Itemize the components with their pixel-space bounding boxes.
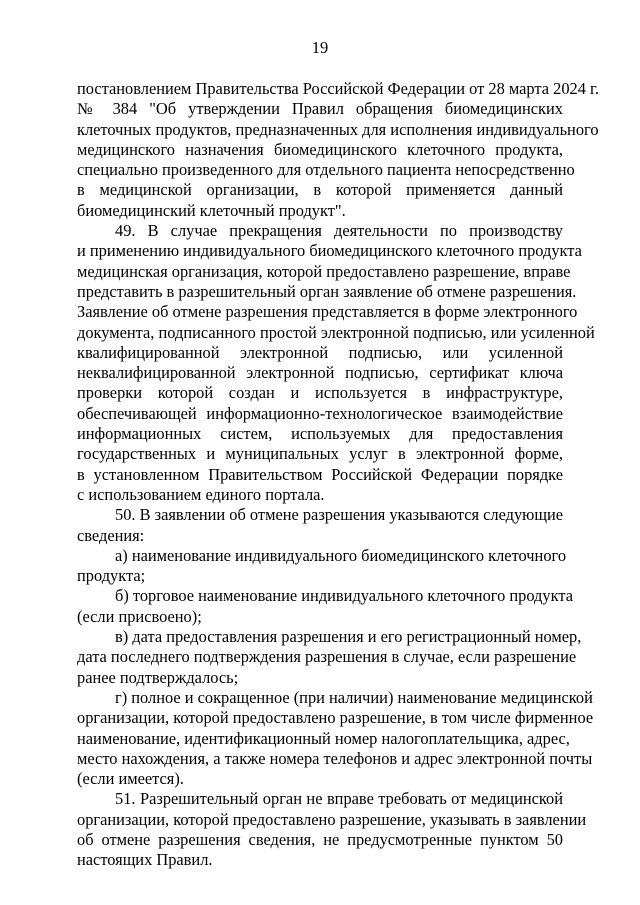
text-line: постановлением Правительства Российской Федерации от 28 марта 2024 г. [77,79,599,98]
paragraph-49 [77,221,595,505]
text-line: информационных систем, используемых для предоставления [77,424,563,444]
text-line: государственных и муниципальных услуг в электронной форме, [77,444,563,464]
text-line: и применению индивидуального биомедицинского клеточного продукта [77,241,582,261]
text-line: проверки которой создан и используется в инфраструктуре, [77,383,563,403]
text-line: б) торговое наименование индивидуального клеточного продукта [115,586,573,606]
text-line: сведения: [77,525,145,545]
text-line: обеспечивающей информационно-технологическое взаимодействие [77,403,563,423]
text-line: организации, которой предоставлено разрешение, указывать в заявлении [77,809,587,829]
text-line: г) полное и сокращенное (при наличии) наименование медицинской [115,687,593,707]
page-number: 19 [311,38,329,57]
paragraph-50c [77,627,582,688]
text-line: дата последнего подтверждения разрешения в случае, если разрешение [77,647,577,667]
text-line: с использованием единого портала. [77,484,325,504]
text-line: биомедицинский клеточный продукт". [77,200,346,220]
paragraph-51 [77,789,587,870]
text-line: 49. В случае прекращения деятельности по производству [115,221,563,241]
paragraph-50b [77,586,573,627]
text-line: в) дата предоставления разрешения и его регистрационный номер, [115,627,582,647]
text-line: настоящих Правил. [77,850,213,870]
paragraph-continuation [77,79,599,221]
text-line: клеточных продуктов, предназначенных для исполнения индивидуального [77,119,599,139]
text-line: ранее подтверждалось; [77,667,239,687]
text-line: (если имеется). [77,769,184,789]
text-line: Заявление об отмене разрешения представляется в форме электронного [77,302,578,322]
paragraph-50 [77,505,563,546]
text-line: медицинская организация, которой предоставлено разрешение, вправе [77,261,571,281]
text-line: место нахождения, а также номера телефонов и адрес электронной почты [77,748,593,768]
text-line: медицинского назначения биомедицинского клеточного продукта, [77,139,563,159]
text-line: организации, которой предоставлено разрешение, в том числе фирменное [77,708,594,728]
text-line: 50. В заявлении об отмене разрешения указываются следующие [115,505,564,525]
text-line: наименование, идентификационный номер налогоплательщика, адрес, [77,728,570,748]
text-line: документа, подписанного простой электронной подписью, или усиленной [77,322,595,342]
text-line: неквалифицированной электронной подписью, сертификат ключа [77,363,563,383]
text-line: № 384 "Об утверждении Правил обращения биомедицинских [77,99,563,119]
text-line: представить в разрешительный орган заявление об отмене разрешения. [77,281,577,301]
text-line: в установленном Правительством Российской Федерации порядке [77,464,563,484]
paragraph-50d [77,687,594,789]
text-line: а) наименование индивидуального биомедицинского клеточного [115,545,567,565]
text-line: об отмене разрешения сведения, не предусмотренные пунктом 50 [77,829,563,849]
document-body [77,79,599,871]
text-line: квалифицированной электронной подписью, или усиленной [77,342,563,362]
text-line: продукта; [77,566,146,586]
text-line: 51. Разрешительный орган не вправе требовать от медицинской [115,789,563,809]
text-line: (если присвоено); [77,606,202,626]
text-line: специально произведенного для отдельного пациента непосредственно [77,160,575,180]
paragraph-50a [77,545,567,587]
text-line: в медицинской организации, в которой применяется данный [77,180,563,200]
